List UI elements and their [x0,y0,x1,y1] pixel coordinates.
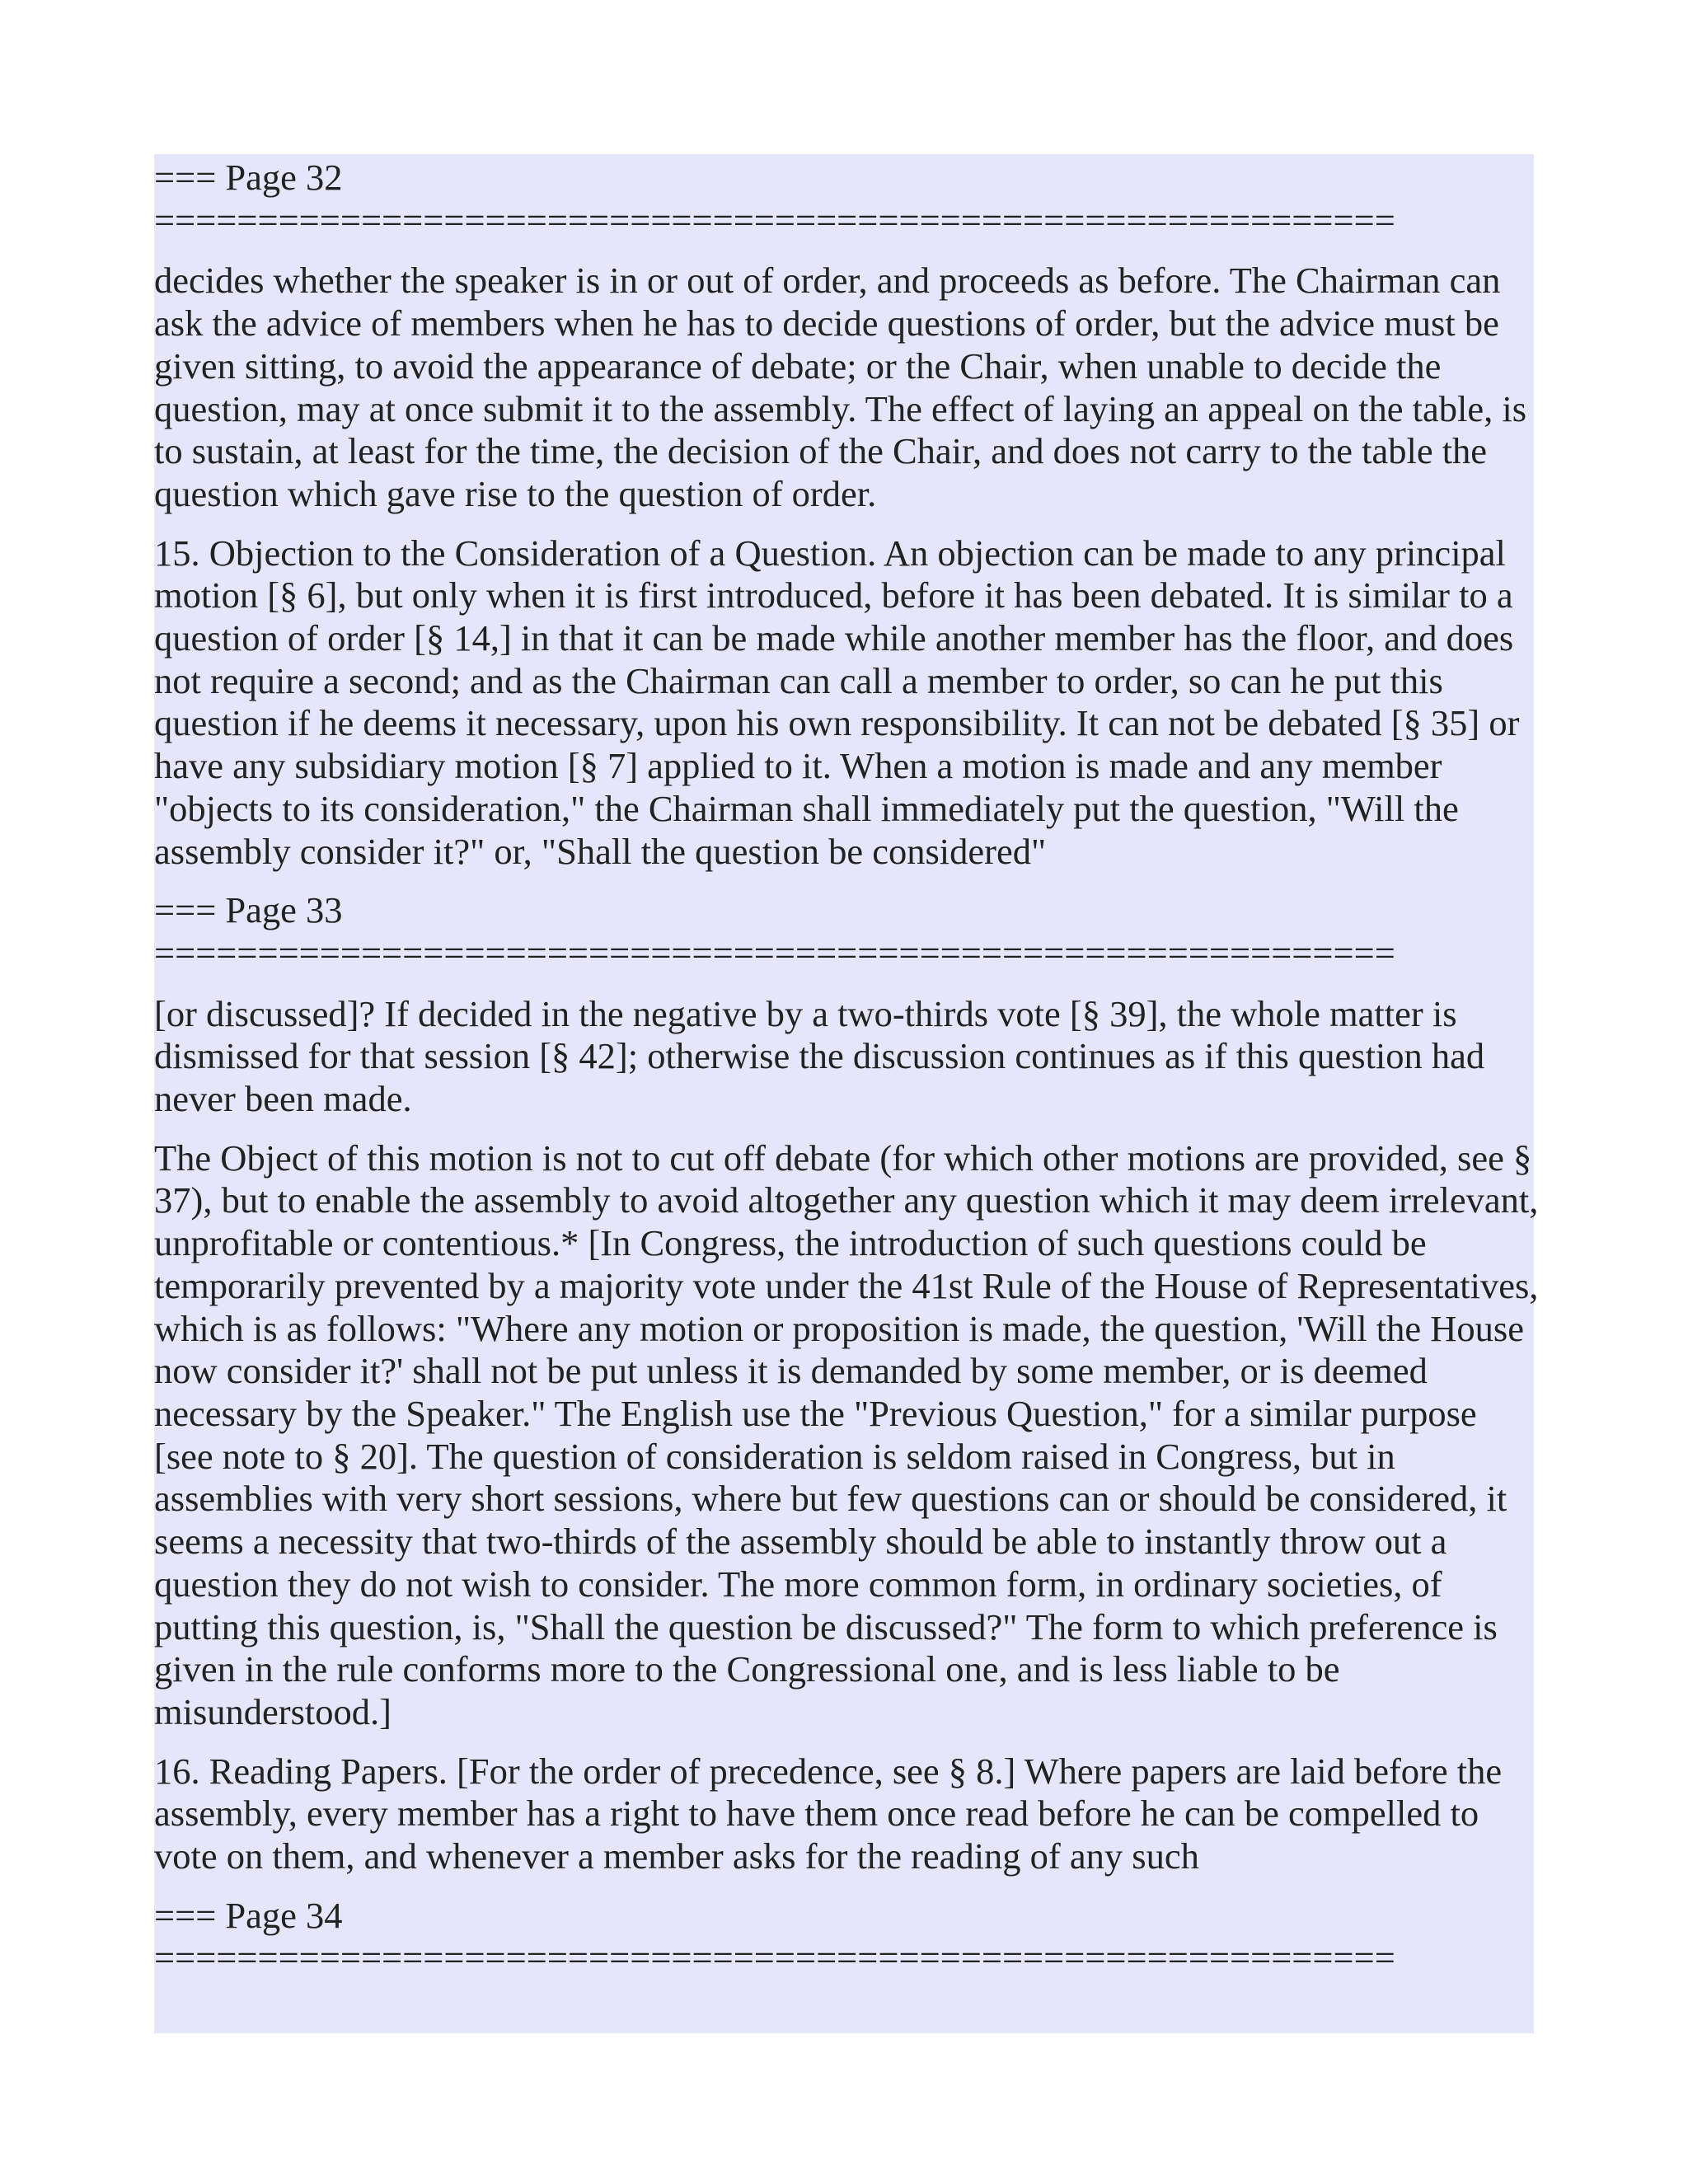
paragraph: 16. Reading Papers. [For the order of precedence, see § 8.] Where papers are laid before the assembly, every member has a right to have them once read before he can be compelled to vote on them, and whenever a member asks for the reading of any such [154,1750,1503,1877]
paragraph: The Object of this motion is not to cut off debate (for which other motions are provided, see § 37), but to enable the assembly to avoid altogether any question which it may deem irrelevant, unprofitable or contentious.* [In Congress, the introduction of such questions could be temporarily prevented by a majority vote under the 41st Rule of the House of Representatives, which is as follows: "Where any motion or proposition is made, the question, 'Will the House now consider it?' shall not be put unless it is demanded by some member, or is deemed necessary by the Speaker." The English use the "Previous Question," for a similar purpose [see note to § 20]. The question of consideration is seldom raised in Congress, but in assemblies with very short sessions, where but few questions can or should be considered, it seems a necessity that two-thirds of the assembly should be able to instantly throw out a question they do not wish to consider. The more common form, in ordinary societies, of putting this question, is, "Shall the question be discussed?" The form to which preference is given in the rule conforms more to the Congressional one, and is less liable to be misunderstood.] [154,1137,1539,1732]
page-header: === Page 34 [154,1894,343,1936]
page-section [154,157,1539,889]
page-header: === Page 32 [154,157,343,198]
separator-rule: ============================================================ [154,199,1395,241]
page-section [154,889,1539,1894]
document-content [154,157,1539,1980]
separator-rule: ============================================================ [154,931,1395,973]
separator-rule: ============================================================ [154,1937,1395,1979]
paragraph: 15. Objection to the Consideration of a Question. An objection can be made to any principal motion [§ 6], but only when it is first introduced, before it has been debated. It is similar to a question of order [§ 14,] in that it can be made while another member has the floor, and does not require a second; and as the Chairman can call a member to order, so can he put this question if he deems it necessary, upon his own responsibility. It can not be debated [§ 35] or have any subsidiary motion [§ 7] applied to it. When a motion is made and any member "objects to its consideration," the Chairman shall immediately put the question, "Will the assembly consider it?" or, "Shall the question be considered" [154,532,1520,872]
page-header: === Page 33 [154,889,343,931]
paragraph: decides whether the speaker is in or out of order, and proceeds as before. The Chairman can ask the advice of members when he has to decide questions of order, but the advice must be given sitting, to avoid the appearance of debate; or the Chair, when unable to decide the question, may at once submit it to the assembly. The effect of laying an appeal on the table, is to sustain, at least for the time, the decision of the Chair, and does not carry to the table the question which gave rise to the question of order. [154,260,1527,514]
paragraph: [or discussed]? If decided in the negative by a two-thirds vote [§ 39], the whole matter is dismissed for that session [§ 42]; otherwise the discussion continues as if this question had never been made. [154,992,1485,1120]
page-section [154,1895,1539,1980]
